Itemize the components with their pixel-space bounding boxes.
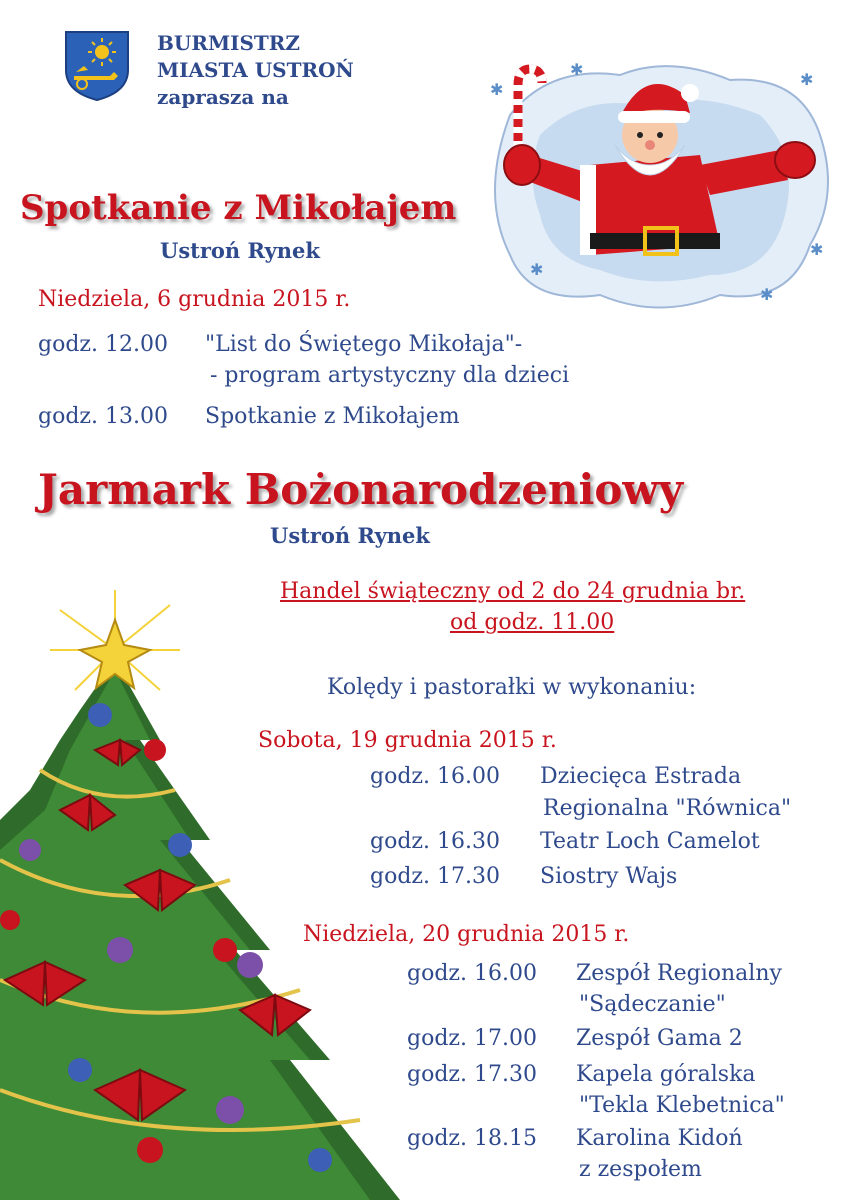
event1-item2-time: godz. 13.00 <box>38 404 168 429</box>
day1-item2-desc: Teatr Loch Camelot <box>540 829 760 854</box>
day2-item3-desc: Kapela góralska <box>576 1062 756 1087</box>
event1-item1-time: godz. 12.00 <box>38 332 168 357</box>
event1-item2-desc: Spotkanie z Mikołajem <box>205 404 460 429</box>
header-line-3: zaprasza na <box>157 85 289 109</box>
day2-item1-desc: Zespół Regionalny <box>576 961 782 986</box>
day2-item4-desc: Karolina Kidoń <box>576 1126 743 1151</box>
event2-intro: Kolędy i pastorałki w wykonaniu: <box>327 675 697 700</box>
day2-item4-time: godz. 18.15 <box>407 1126 537 1151</box>
event1-item1-desc: "List do Świętego Mikołaja"- <box>205 332 523 357</box>
svg-text:✱: ✱ <box>810 240 824 259</box>
day2-item3-desc2: "Tekla Klebetnica" <box>579 1093 785 1118</box>
day1-item3-desc: Siostry Wajs <box>540 864 678 889</box>
event1-title: Spotkanie z Mikołajem <box>20 188 457 228</box>
day1-item3-time: godz. 17.30 <box>370 864 500 889</box>
event1-venue: Ustroń Rynek <box>160 238 320 263</box>
header-line-2: MIASTA USTROŃ <box>157 58 354 82</box>
event1-date: Niedziela, 6 grudnia 2015 r. <box>38 287 351 312</box>
event1-item1-desc2: - program artystyczny dla dzieci <box>210 363 570 388</box>
svg-text:✱: ✱ <box>570 60 584 79</box>
day1-item1-desc2: Regionalna "Równica" <box>543 796 792 821</box>
event2-venue: Ustroń Rynek <box>270 523 430 548</box>
svg-text:✱: ✱ <box>760 285 774 304</box>
coat-of-arms-icon <box>62 30 132 102</box>
day1-item1-desc: Dziecięca Estrada <box>540 764 742 789</box>
header-line-1: BURMISTRZ <box>157 31 301 55</box>
day2-item2-desc: Zespół Gama 2 <box>576 1026 743 1051</box>
event2-day2-date: Niedziela, 20 grudnia 2015 r. <box>303 922 630 947</box>
event2-title: Jarmark Bożonarodzeniowy <box>38 465 683 514</box>
event2-trade-line2: od godz. 11.00 <box>450 610 615 635</box>
svg-text:✱: ✱ <box>490 80 504 99</box>
day2-item4-desc2: z zespołem <box>579 1157 702 1182</box>
day2-item1-time: godz. 16.00 <box>407 961 537 986</box>
day1-item2-time: godz. 16.30 <box>370 829 500 854</box>
svg-text:✱: ✱ <box>530 260 544 279</box>
day2-item2-time: godz. 17.00 <box>407 1026 537 1051</box>
day2-item1-desc2: "Sądeczanie" <box>579 992 726 1017</box>
day1-item1-time: godz. 16.00 <box>370 764 500 789</box>
day2-item3-time: godz. 17.30 <box>407 1062 537 1087</box>
santa-illustration <box>470 55 840 320</box>
event2-trade-line1: Handel świąteczny od 2 do 24 grudnia br. <box>280 579 746 604</box>
svg-text:✱: ✱ <box>800 70 814 89</box>
event2-day1-date: Sobota, 19 grudnia 2015 r. <box>258 728 557 753</box>
christmas-tree-illustration <box>0 590 410 1200</box>
